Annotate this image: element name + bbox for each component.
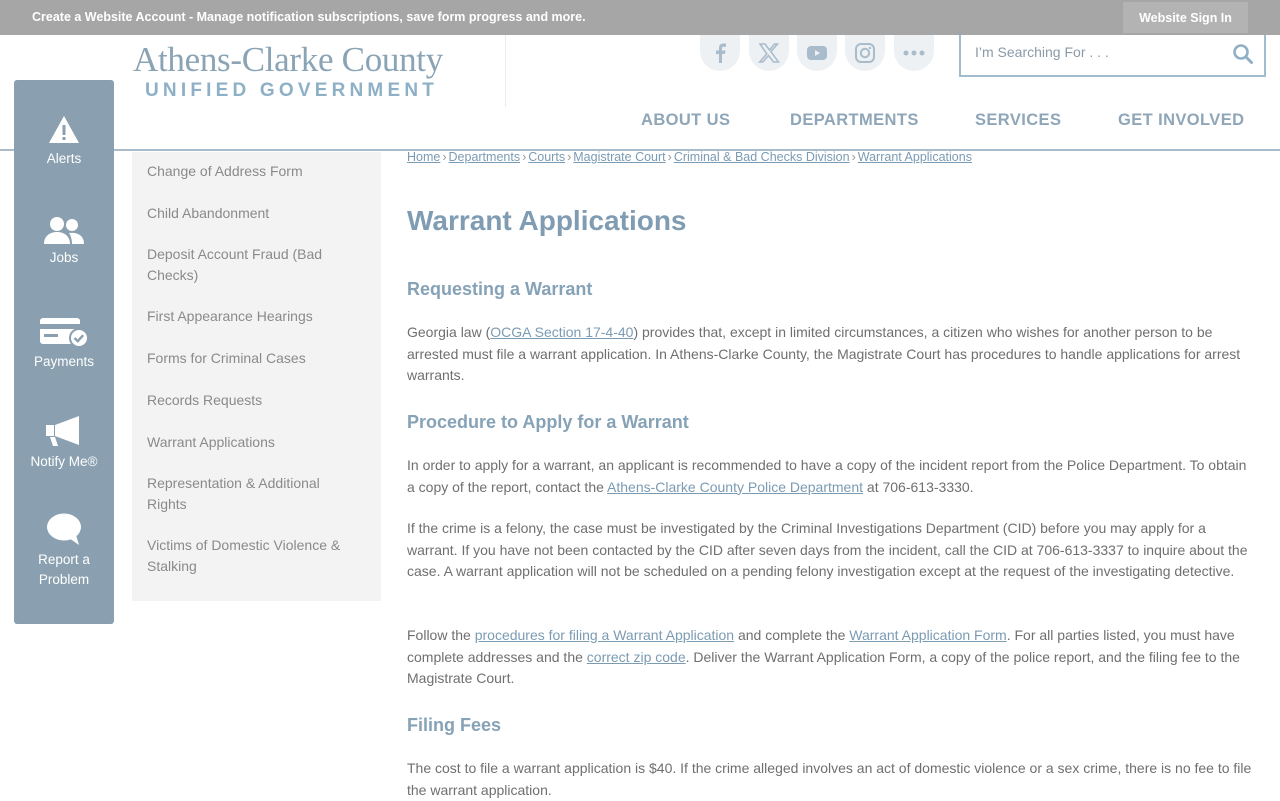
- nav-departments[interactable]: DEPARTMENTS: [790, 111, 919, 129]
- sidenav-item-domestic-violence[interactable]: Victims of Domestic Violence & Stalking: [147, 537, 341, 574]
- sidenav-item-criminal-forms[interactable]: Forms for Criminal Cases: [147, 350, 306, 366]
- heading-requesting-warrant: Requesting a Warrant: [407, 279, 593, 299]
- zip-code-link[interactable]: correct zip code: [586, 648, 686, 665]
- procedures-link[interactable]: procedures for filing a Warrant Application: [474, 627, 735, 643]
- search-box: [959, 35, 1266, 77]
- page-title: Warrant Applications: [407, 205, 687, 236]
- quicklink-report-label2: Problem: [38, 572, 90, 587]
- megaphone-icon: [44, 414, 84, 448]
- breadcrumb-current-page[interactable]: Warrant Applications: [857, 150, 972, 164]
- site-header: [0, 35, 1280, 151]
- breadcrumb-separator: ›: [567, 150, 572, 164]
- quicklink-alerts[interactable]: [14, 115, 114, 169]
- paragraph-text: Georgia law (: [407, 324, 491, 340]
- quicklink-jobs[interactable]: [14, 216, 114, 268]
- paragraph-text: and complete the: [734, 627, 850, 643]
- paragraph-filing-cost: The cost to file a warrant application is $40. If the crime alleged involves an act of domestic violence or a sex crime, there is no fee to file the warrant application.: [407, 760, 1252, 798]
- breadcrumb-separator: ›: [667, 150, 672, 164]
- paragraph-text: . Deliver the Warrant Application Form, a copy of the police report, and the filing fee to the Magistrate Court.: [407, 648, 1240, 687]
- search-icon[interactable]: [1231, 42, 1255, 66]
- sidenav-item-deposit-fraud[interactable]: Deposit Account Fraud (Bad Checks): [147, 246, 323, 283]
- breadcrumb-separator: ›: [442, 150, 447, 164]
- breadcrumb-departments[interactable]: Departments: [448, 150, 521, 164]
- quicklink-payments[interactable]: [14, 316, 114, 372]
- breadcrumb: [407, 150, 972, 164]
- website-sign-in-button[interactable]: Website Sign In: [1123, 2, 1248, 33]
- breadcrumb-courts[interactable]: Courts: [528, 150, 566, 164]
- sidenav-item-child-abandonment[interactable]: Child Abandonment: [147, 205, 270, 221]
- sidenav-item-representation[interactable]: Representation & Additional Rights: [147, 475, 320, 512]
- search-input[interactable]: [975, 44, 1215, 60]
- logo-title[interactable]: Athens-Clarke County: [133, 40, 443, 79]
- paragraph-follow-procedures: [407, 625, 1252, 690]
- police-department-link[interactable]: Athens-Clarke County Police Department: [607, 478, 864, 495]
- account-banner: [0, 0, 1280, 35]
- sidenav-item-warrant-applications[interactable]: Warrant Applications: [147, 434, 275, 450]
- quicklink-notify-label: Notify Me®: [30, 454, 98, 469]
- chat-bubble-icon: [45, 512, 83, 546]
- x-twitter-icon[interactable]: [749, 35, 789, 71]
- sidenav-item-records-requests[interactable]: Records Requests: [147, 392, 263, 408]
- ocga-section-link[interactable]: OCGA Section 17-4-40: [490, 324, 634, 340]
- heading-filing-fees: Filing Fees: [407, 715, 502, 735]
- paragraph-felony: If the crime is a felony, the case must be investigated by the Criminal Investigations Department (CID) before you may apply for a warrant. If you have not been contacted by the CID after seven days from the incident, call the CID at 706-613-3337 to inquire about the case. A warrant application will not be scheduled on a pending felony investigation except at the request of the investigating detective.: [407, 520, 1248, 580]
- nav-get-involved[interactable]: GET INVOLVED: [1118, 111, 1245, 129]
- youtube-icon[interactable]: [797, 35, 837, 71]
- more-icon[interactable]: [894, 35, 934, 71]
- create-account-link[interactable]: Create a Website Account - Manage notification subscriptions, save form progress and more.: [32, 10, 586, 24]
- payment-card-icon: [39, 316, 89, 348]
- quicklink-report-label1: Report a: [38, 552, 90, 567]
- paragraph-text: ) provides that, except in limited circumstances, a citizen who wishes for another person to be arrested must file a warrant application. In Athens-Clarke County, the Magistrate Court has procedures to handle applications for arrest warrants.: [407, 324, 1241, 384]
- nav-services[interactable]: SERVICES: [975, 111, 1062, 129]
- instagram-icon[interactable]: [845, 35, 885, 71]
- warrant-form-link[interactable]: Warrant Application Form: [849, 627, 1007, 643]
- quicklink-notify-me[interactable]: [14, 414, 114, 472]
- paragraph-text: In order to apply for a warrant, an applicant is recommended to have a copy of the incident report from the Police Department. To obtain a copy of the report, contact the: [407, 457, 1247, 495]
- header-divider: [505, 35, 506, 107]
- heading-procedure: Procedure to Apply for a Warrant: [407, 412, 689, 432]
- breadcrumb-separator: ›: [522, 150, 527, 164]
- paragraph-text: Follow the: [407, 627, 475, 643]
- nav-about-us[interactable]: ABOUT US: [641, 111, 731, 129]
- quicklink-payments-label: Payments: [33, 354, 95, 369]
- logo-subtitle[interactable]: UNIFIED GOVERNMENT: [145, 80, 439, 101]
- quicklink-report-problem[interactable]: [14, 512, 114, 590]
- quick-links-panel: [14, 80, 114, 624]
- paragraph-incident-report: [407, 455, 1252, 498]
- quicklink-alerts-label: Alerts: [46, 151, 82, 166]
- facebook-icon[interactable]: [700, 35, 740, 71]
- quicklink-jobs-label: Jobs: [49, 250, 79, 265]
- sidenav-item-change-address[interactable]: Change of Address Form: [147, 163, 303, 179]
- breadcrumb-magistrate-court[interactable]: Magistrate Court: [573, 150, 666, 164]
- section-side-nav: [132, 152, 381, 601]
- paragraph-text: at 706-613-3330.: [863, 478, 974, 495]
- people-icon: [42, 216, 86, 244]
- breadcrumb-criminal-division[interactable]: Criminal & Bad Checks Division: [673, 150, 850, 164]
- paragraph-georgia-law: [407, 322, 1252, 387]
- sidenav-item-first-appearance[interactable]: First Appearance Hearings: [147, 308, 313, 324]
- alert-icon: [48, 115, 80, 145]
- breadcrumb-separator: ›: [851, 150, 856, 164]
- paragraph-text: . For all parties listed, you must have complete addresses and the: [407, 627, 1235, 665]
- breadcrumb-home[interactable]: Home: [407, 150, 441, 164]
